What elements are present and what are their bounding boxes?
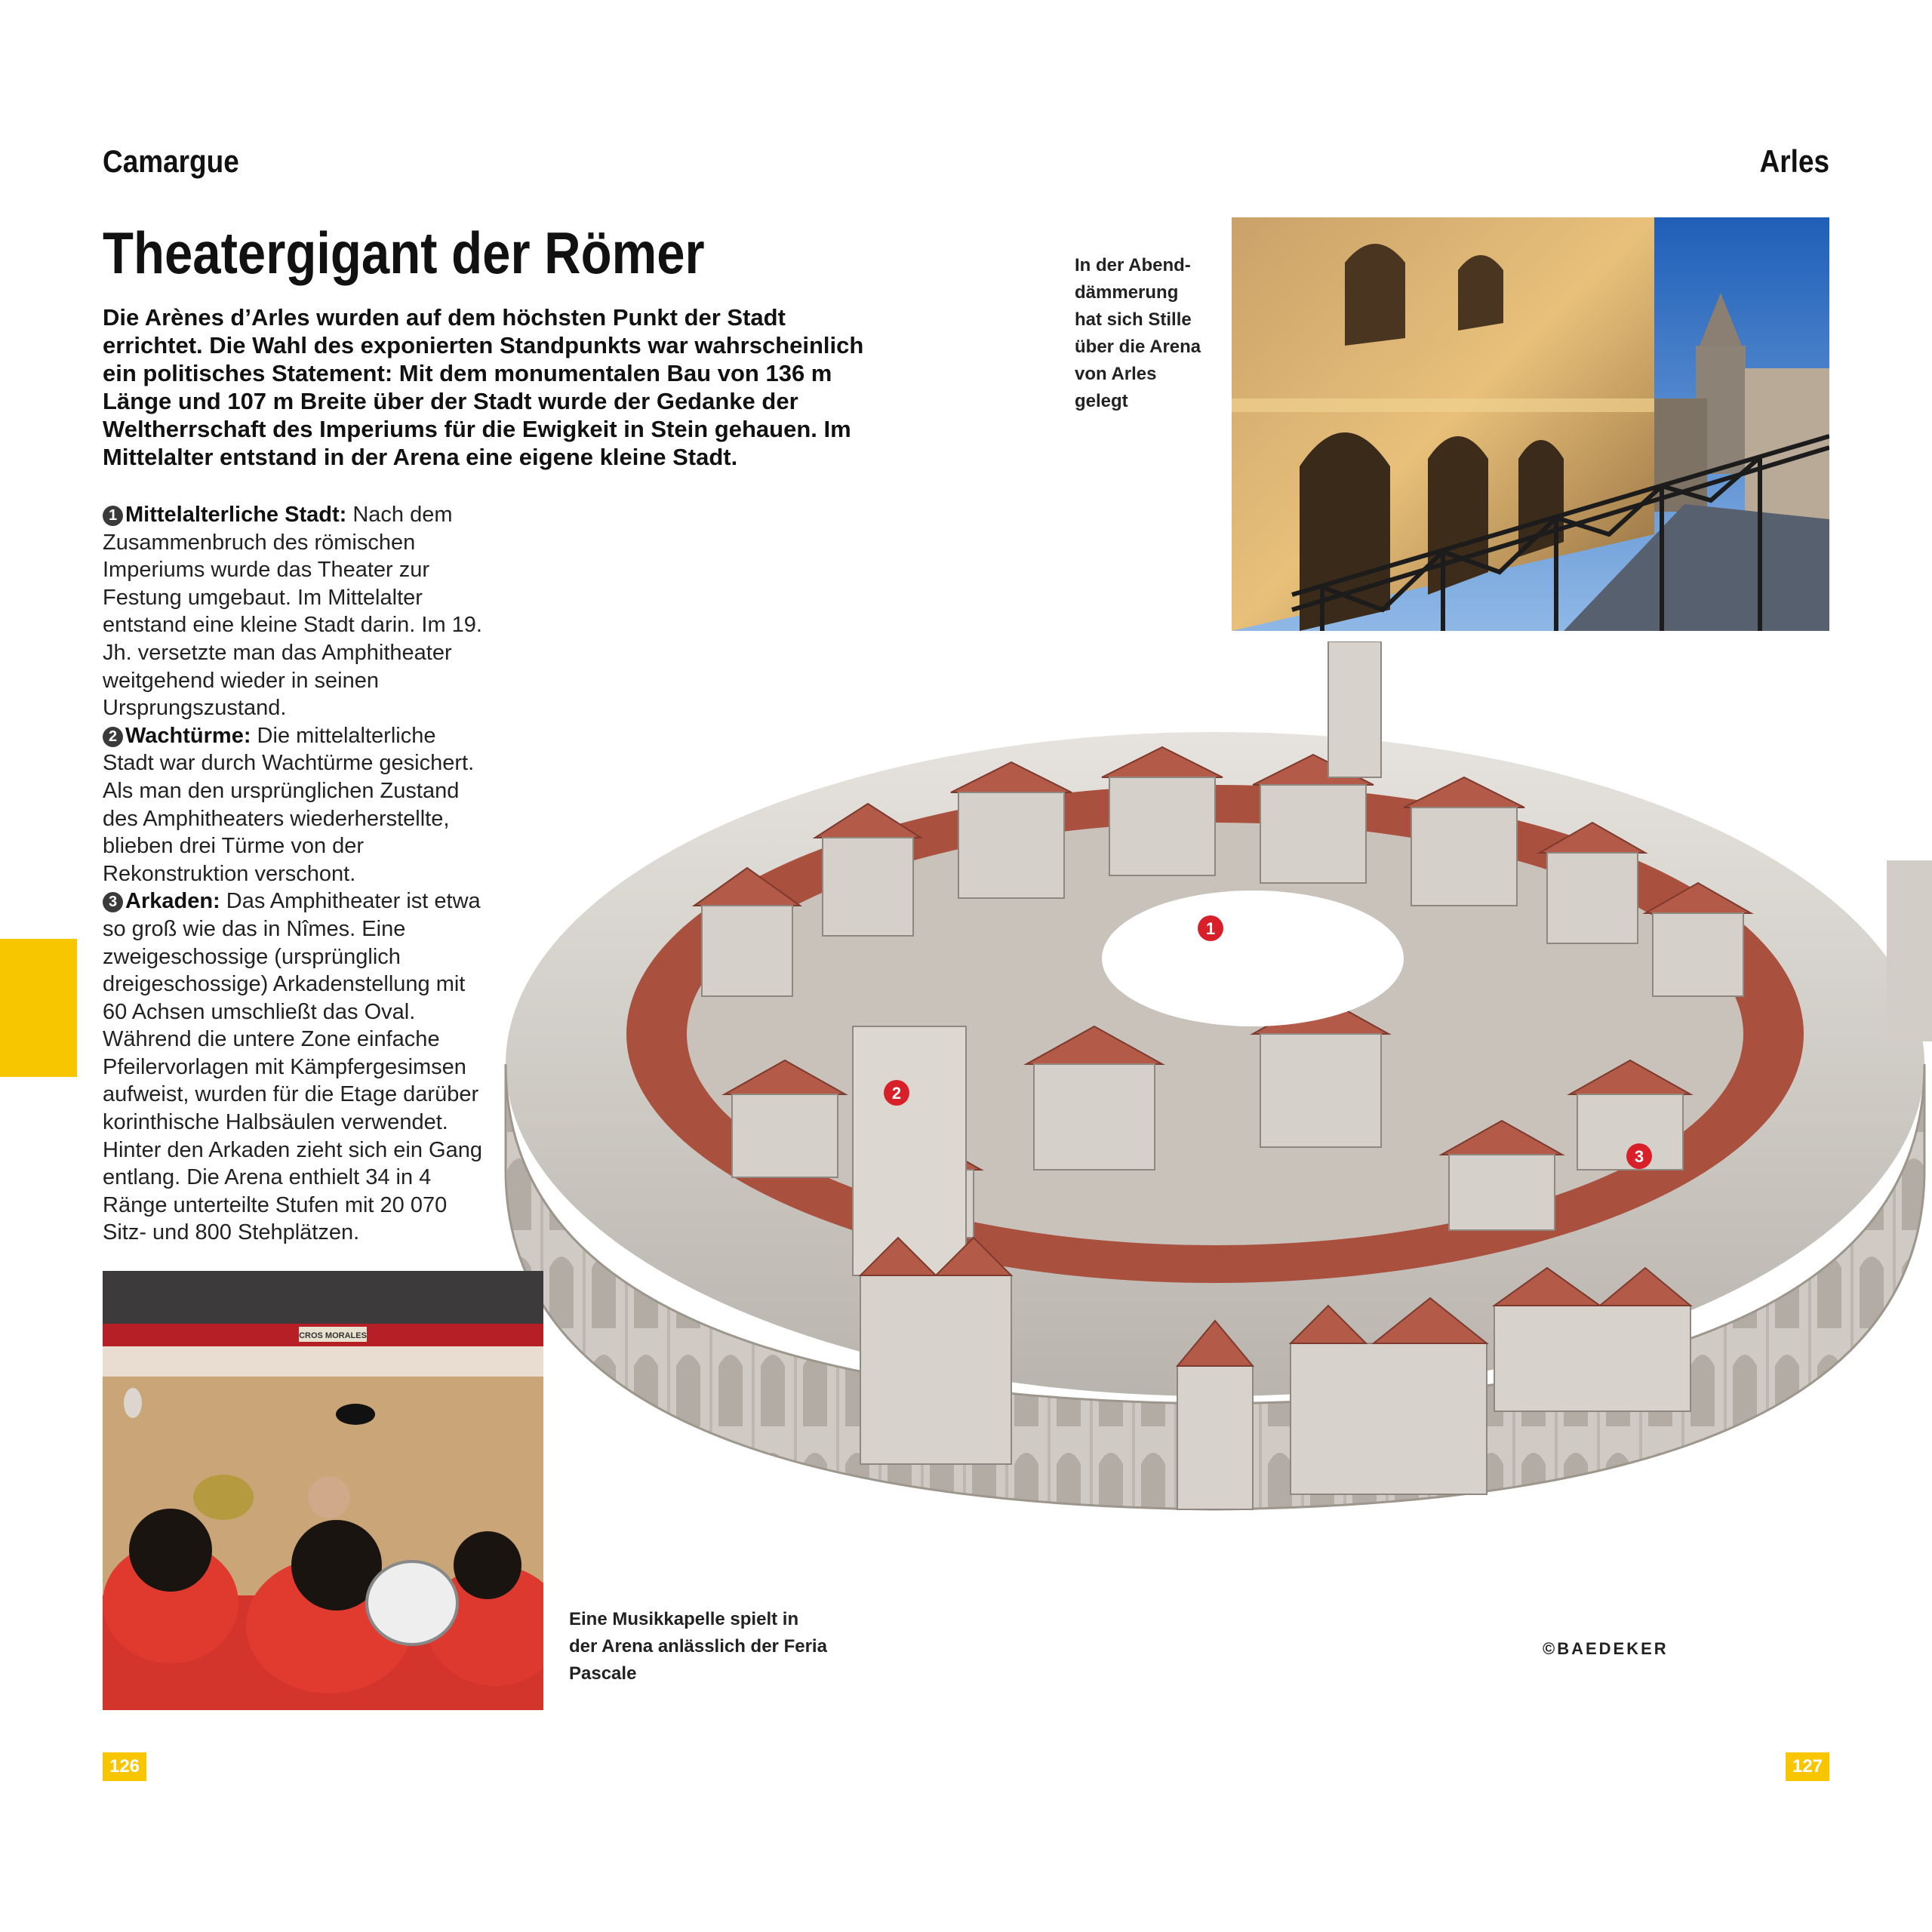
caption-line: Eine Musikkapelle spielt in — [569, 1609, 799, 1629]
marker-2 — [884, 1080, 909, 1106]
caption-line: dämmerung — [1075, 282, 1179, 303]
section-3 — [103, 888, 488, 1247]
amphitheater-illustration — [498, 641, 1932, 1532]
section-1 — [103, 501, 488, 722]
article-body — [103, 501, 488, 1247]
section-number-badge: 3 — [103, 892, 123, 912]
section-text: Das Amphitheater ist etwa so groß wie das in Nîmes. Eine zweigeschossige (ursprünglich dreigeschossige) Arkadenstellung mit 60 Achsen umschließt das Oval. Während die untere Zone einfache Pfeilervorlagen mit Kämpfergesimsen aufweist, wurden für die Etage darüber korinthische Halbsäulen verwendet. Hinter den Arkaden zieht sich ein Gang entlang. Die Arena enthielt 34 in 4 Ränge unterteilte Stufen mit 20 070 Sitz- und 800 Stehplätzen. — [103, 889, 482, 1245]
section-text: Nach dem Zusammenbruch des römischen Imperiums wurde das Theater zur Festung umgebaut. Im Mittelalter entstand eine kleine Stadt darin. Im 19. Jh. versetzte man das Amphitheater weitgehend wieder in seinen Ursprungszustand. — [103, 503, 482, 721]
running-head-right: Arles — [1759, 143, 1829, 179]
chapter-tab — [0, 939, 77, 1077]
section-number-badge: 1 — [103, 506, 123, 526]
page-number-right: 127 — [1786, 1752, 1829, 1781]
caption-line: der Arena anlässlich der Feria — [569, 1636, 827, 1657]
section-heading: Arkaden: — [125, 889, 220, 914]
section-text: Die mittelalterliche Stadt war durch Wachtürme gesichert. Als man den ursprünglichen Zustand des Amphitheaters wiederherstellte, blieben drei Türme von der Rekonstruktion verschont. — [103, 723, 475, 886]
marker-3 — [1626, 1143, 1652, 1169]
evening-photo-caption — [1075, 252, 1226, 415]
caption-line: gelegt — [1075, 391, 1128, 411]
page-number-left: 126 — [103, 1752, 146, 1781]
copyright-label: ©BAEDEKER — [1543, 1639, 1669, 1658]
article-lead: Die Arènes d’Arles wurden auf dem höchsten Punkt der Stadt errichtet. Die Wahl des exponierten Standpunkts war wahrscheinlich ein politisches Statement: Mit dem monumentalen Bau von 136 m Länge und 107 m Breite über der Stadt wurde der Gedanke der Weltherrschaft des Imperiums für die Ewigkeit in Stein gehauen. Im Mittelalter entstand in der Arena eine eigene kleine Stadt. — [103, 304, 864, 470]
marker-label: 2 — [891, 1084, 902, 1103]
bullfight-band-photo — [103, 1271, 543, 1710]
section-heading: Wachtürme: — [125, 723, 251, 748]
bullfight-photo-caption — [569, 1606, 871, 1687]
caption-line: In der Abend- — [1075, 255, 1191, 275]
marker-label: 1 — [1205, 919, 1216, 938]
section-heading: Mittelalterliche Stadt: — [125, 503, 347, 527]
running-head-left: Camargue — [103, 143, 239, 179]
caption-line: Pascale — [569, 1663, 637, 1684]
marker-label: 3 — [1634, 1147, 1644, 1166]
caption-line: über die Arena — [1075, 337, 1201, 357]
caption-line: hat sich Stille — [1075, 309, 1192, 330]
evening-arena-photo — [1232, 217, 1829, 631]
banner-text: CROS MORALES — [299, 1331, 367, 1340]
caption-line: von Arles — [1075, 364, 1157, 384]
article-title: Theatergigant der Römer — [103, 220, 705, 286]
marker-1 — [1198, 915, 1223, 941]
section-2 — [103, 722, 488, 888]
section-number-badge: 2 — [103, 727, 123, 747]
